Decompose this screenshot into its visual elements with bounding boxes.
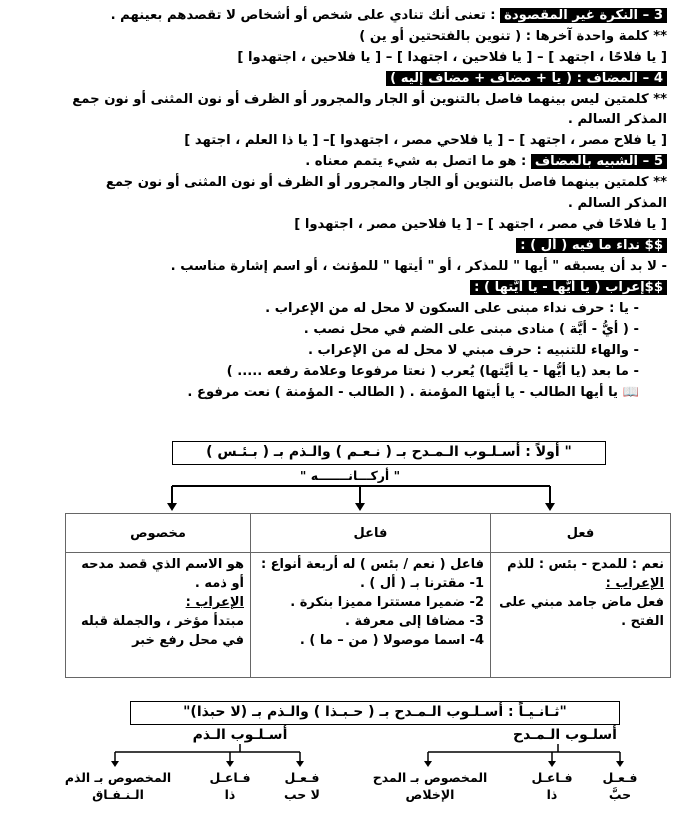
line-irab-ay: - ( أيُّ - أيَّة ) منادى مبنى على الضم في محل نصب . [303, 322, 639, 337]
dhamm-word: الـنـفـاق [92, 787, 144, 802]
madh-word: الإخلاص [405, 787, 455, 802]
fiel-line: فعل ماض جامد مبني على [499, 595, 664, 610]
badge-al: $$ نداء ما فيه ( أل ) : [516, 238, 667, 253]
fael-line: فاعل ( نعم / بئس ) له أربعة أنواع : [260, 557, 484, 572]
line-irab-example: 📖 يا أيها الطالب - يا أيتها المؤمنة . ( الطالب - المؤمنة ) نعت مرفوع . [187, 385, 639, 400]
fiel-line: الفتح . [621, 614, 664, 629]
line-nakira-rule: ** كلمة واحدة آخرها : ( تنوين بالفتحتين أو ين ) [359, 29, 667, 44]
section-two-title: "ثـانـيـاً : أسـلـوب الـمـدح بـ ( حـبـذا ) والـذم بـ (لا حبذا)" [130, 701, 620, 725]
makhsous-line: أو ذمه . [194, 576, 244, 591]
dhamm-heading: أسـلـوب الـذم [192, 727, 288, 743]
head-fiel: فعل [491, 514, 671, 553]
makhsous-line: مبتدأ مؤخر ، والجملة قبله [80, 614, 244, 629]
fiel-line: نعم : للمدح - بئس : للذم [507, 557, 664, 572]
badge-shabih: 5 – الشبيه بالمضاف [531, 154, 667, 169]
madh-role: فـعـل [602, 770, 638, 785]
section-one-title: " أولاً : أسـلـوب الـمـدح بـ ( نـعـم ) والـذم بـ ( بـئـس ) [172, 441, 606, 465]
makhsous-line: الإعراب : [185, 595, 244, 610]
line-mudaf-rule: ** كلمتين ليس بينهما فاصل بالتنوين أو الجار والمجرور أو الظرف أو نون المثنى أو نون جمع [72, 92, 667, 107]
fael-line: 4- اسما موصولا ( من – ما ) . [299, 633, 484, 648]
line-shabih-rule-cont: المذكر السالم . [567, 196, 667, 211]
madh-role: المخصوص بـ المدح [372, 770, 488, 785]
madh-word: ذا [546, 787, 558, 802]
nakira-definition: : تعنى أنك تنادي على شخص أو أشخاص لا تقصدهم بعينهم . [110, 8, 496, 23]
line-irab-ya: - يا : حرف نداء مبنى على السكون لا محل له من الإعراب . [265, 301, 639, 316]
badge-irab: $$إعراب ( يا أيُّها - يا أيَّتها ) : [470, 280, 667, 295]
line-shabih-rule: ** كلمتين بينهما فاصل بالتنوين أو الجار والمجرور أو الظرف أو نون المثنى أو نون جمع [105, 175, 667, 190]
line-mudaf-rule-cont: المذكر السالم . [567, 112, 667, 127]
fael-line: 2- ضميرا مستترا مميزا بنكرة . [290, 595, 484, 610]
madh-heading: أسلـوب الـمـدح [513, 727, 617, 743]
badge-mudaf: 4 – المضاف : ( يا + مضاف + مضاف إليه ) [386, 71, 667, 86]
dhamm-word: ذا [224, 787, 236, 802]
line-irab-after: - ما بعد (يا أيُّها - يا أيَّتها) يُعرب ( نعتا مرفوعا وعلامة رفعه ..... ) [226, 364, 639, 379]
line-mudaf-example: [ يا فلاح مصر ، اجتهد ] – [ يا فلاحي مصر ، اجتهدوا ]– [ يا ذا العلم ، اجتهد ] [184, 133, 667, 148]
head-fael: فاعل [251, 514, 491, 553]
madh-word: حبَّ [608, 787, 632, 802]
dhamm-word: لا حب [284, 787, 320, 802]
line-nakira-example: [ يا فلاحًا ، اجتهد ] – [ يا فلاحين ، اجتهدا ] – [ يا فلاحين ، اجتهدوا ] [237, 50, 667, 65]
dhamm-role: فـعـل [284, 770, 320, 785]
head-makhsous: مخصوص [66, 514, 251, 553]
shabih-definition: : هو ما اتصل به شيء يتمم معناه . [305, 154, 527, 169]
fael-line: 1- مقترنا بـ ( أل ) . [359, 576, 484, 591]
line-shabih-example: [ يا فلاحًا في مصر ، اجتهد ] – [ يا فلاحين مصر ، اجتهدوا ] [294, 217, 667, 232]
line-irab-ha: - والهاء للتنبيه : حرف مبني لا محل له من الإعراب . [307, 343, 639, 358]
dhamm-role: المخصوص بـ الذم [64, 770, 172, 785]
section-one-subtitle: " أركـــانـــــــه " [299, 468, 401, 483]
fael-line: 3- مضافا إلى معرفة . [345, 614, 484, 629]
madh-role: فـاعـل [531, 770, 573, 785]
makhsous-line: في محل رفع خبر [132, 633, 244, 648]
badge-nakira: 3 – النكرة غير المقصودة [500, 8, 667, 23]
makhsous-line: هو الاسم الذي قصد مدحه [81, 557, 244, 572]
dhamm-role: فـاعـل [209, 770, 251, 785]
fiel-line: الإعراب : [605, 576, 664, 591]
line-al-rule: - لا بد أن يسبقه " أيها " للمذكر ، أو " أيتها " للمؤنث ، أو اسم إشارة مناسب . [170, 259, 667, 274]
